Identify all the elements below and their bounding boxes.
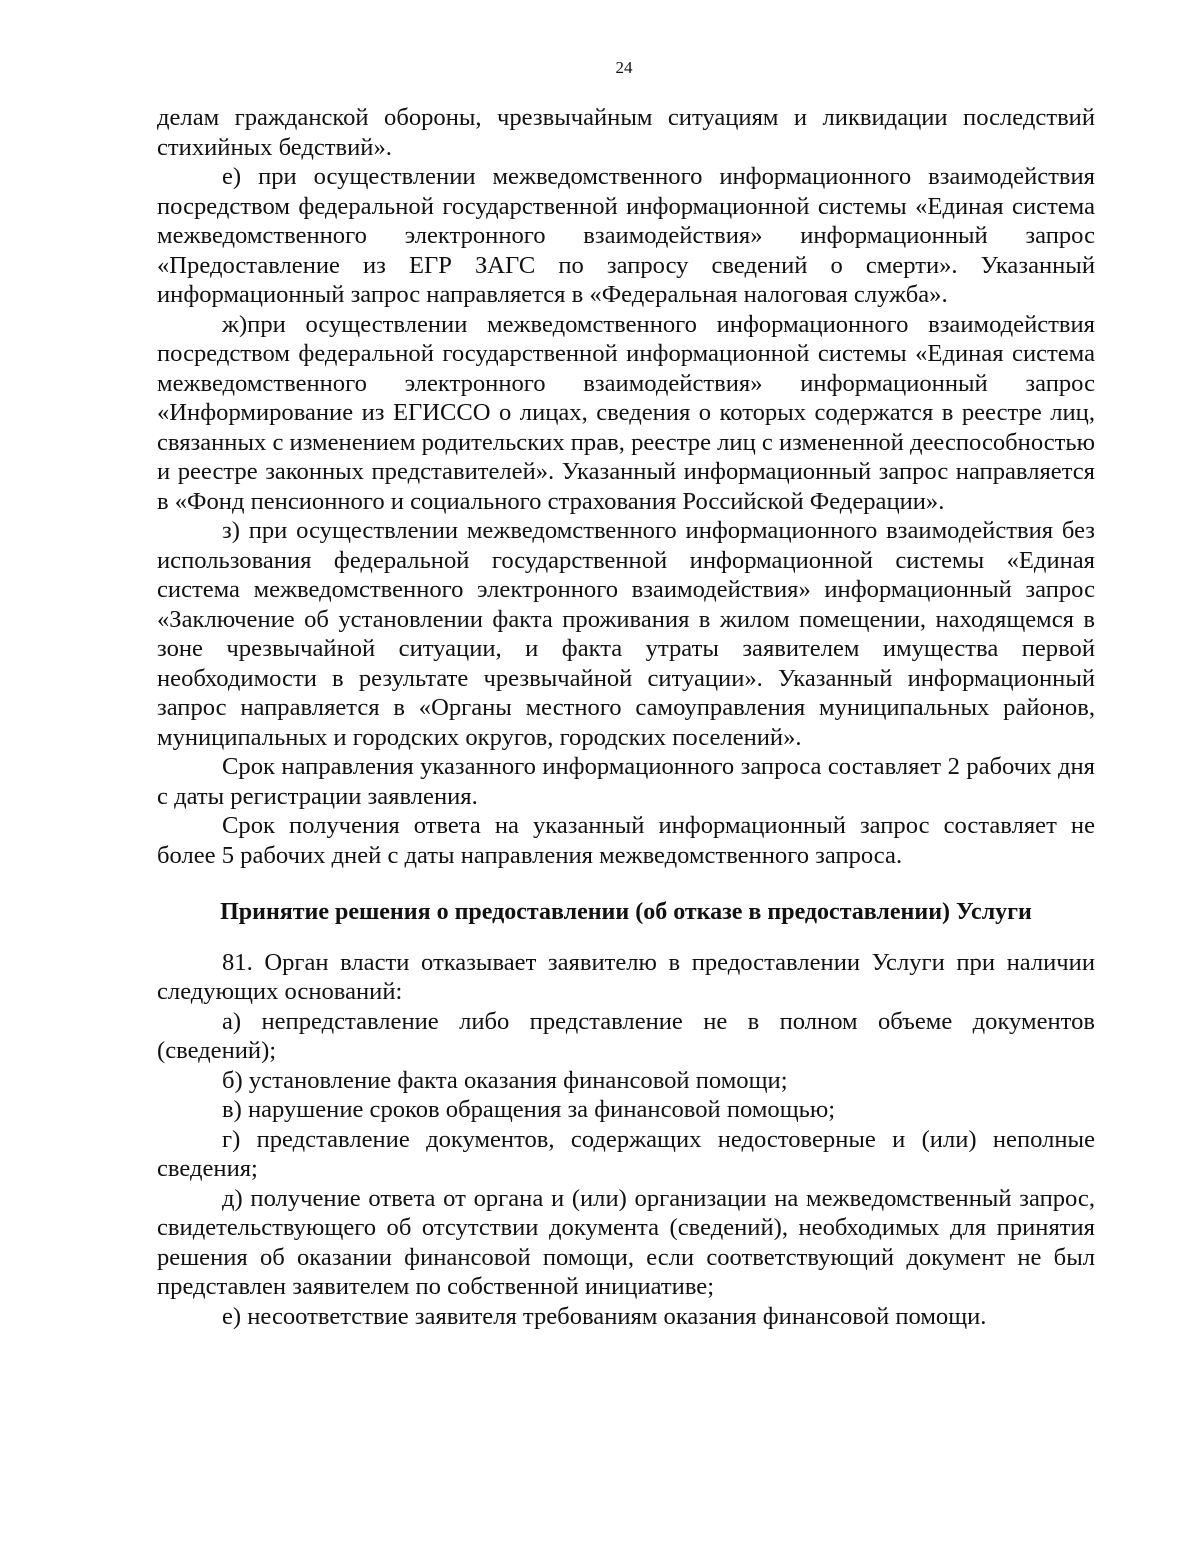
- refusal-ground-b: б) установление факта оказания финансовой помощи;: [222, 1066, 788, 1094]
- refusal-ground-e: е) несоответствие заявителя требованиям оказания финансовой помощи.: [222, 1302, 987, 1330]
- paragraph-continuation: делам гражданской обороны, чрезвычайным ситуациям и ликвидации последствий стихийных бедствий».: [157, 104, 1095, 161]
- page-number: 24: [615, 58, 633, 77]
- paragraph-item-e: е) при осуществлении межведомственного информационного взаимодействия посредством федеральной государственной информационной системы «Единая система межведомственного электронного взаимодействия» информационный запрос «Предоставление из ЕГР ЗАГС по запросу сведений о смерти». Указанный информационный запрос направляется в «Федеральная налоговая служба».: [157, 163, 1095, 308]
- document-body: [157, 103, 1095, 1331]
- paragraph-item-z: з) при осуществлении межведомственного информационного взаимодействия без использования федеральной государственной информационной системы «Единая система межведомственного электронного взаимодействия» информационный запрос «Заключение об установлении факта проживания в жилом помещении, находящемся в зоне чрезвычайной ситуации, и факта утраты заявителем имущества первой необходимости в результате чрезвычайной ситуации». Указанный информационный запрос направляется в «Органы местного самоуправления муниципальных районов, муниципальных и городских округов, городских поселений».: [157, 517, 1095, 751]
- section-heading: Принятие решения о предоставлении (об отказе в предоставлении) Услуги: [220, 899, 1032, 925]
- refusal-ground-g: г) представление документов, содержащих недостоверные и (или) неполные сведения;: [157, 1125, 1095, 1182]
- paragraph-item-zh: ж)при осуществлении межведомственного информационного взаимодействия посредством федеральной государственной информационной системы «Единая система межведомственного электронного взаимодействия» информационный запрос «Информирование из ЕГИССО о лицах, сведения о которых содержатся в реестре лиц, связанных с изменением родительских прав, реестре лиц с измененной дееспособностью и реестре законных представителей». Указанный информационный запрос направляется в «Фонд пенсионного и социального страхования Российской Федерации».: [157, 310, 1095, 515]
- paragraph-81: 81. Орган власти отказывает заявителю в предоставлении Услуги при наличии следующих оснований:: [157, 948, 1095, 1005]
- refusal-ground-a: а) непредставление либо представление не в полном объеме документов (сведений);: [157, 1007, 1095, 1064]
- paragraph-response-deadline: Срок получения ответа на указанный информационный запрос составляет не более 5 рабочих дней с даты направления межведомственного запроса.: [157, 812, 1095, 869]
- paragraph-request-deadline: Срок направления указанного информационного запроса составляет 2 рабочих дня с даты регистрации заявления.: [157, 753, 1095, 810]
- refusal-ground-v: в) нарушение сроков обращения за финансовой помощью;: [222, 1096, 836, 1123]
- refusal-ground-d: д) получение ответа от органа и (или) организации на межведомственный запрос, свидетельствующего об отсутствии документа (сведений), необходимых для принятия решения об оказании финансовой помощи, если соответствующий документ не был представлен заявителем по собственной инициативе;: [157, 1184, 1095, 1300]
